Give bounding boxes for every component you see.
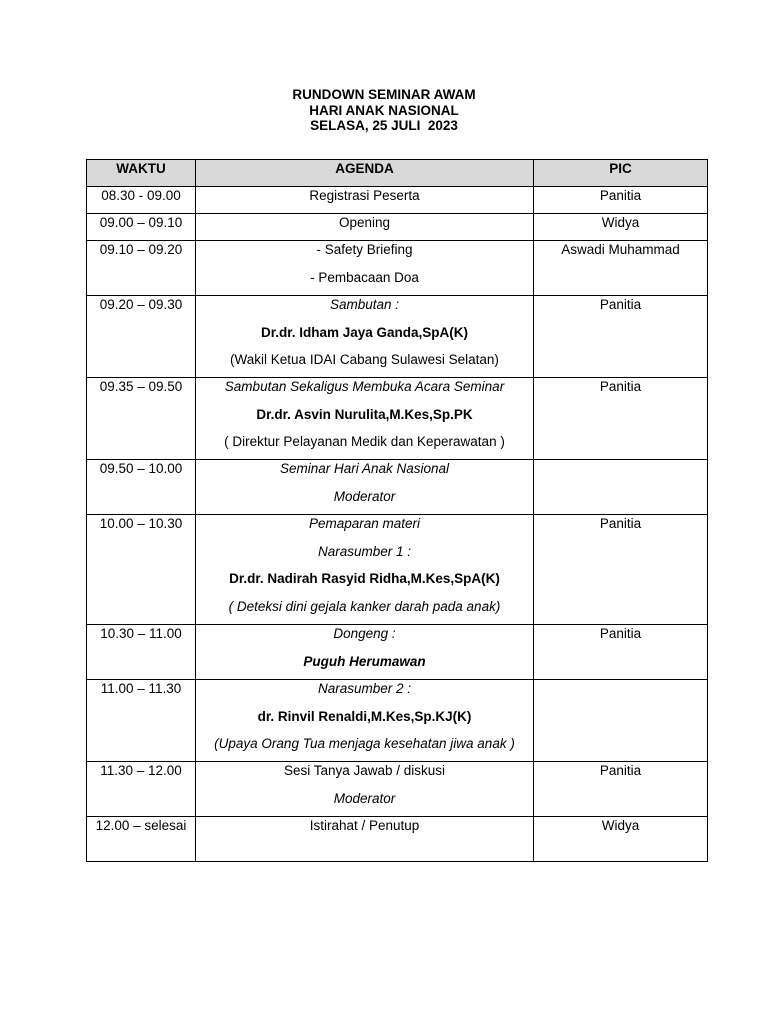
agenda-line: Istirahat / Penutup xyxy=(309,818,420,833)
table-row xyxy=(87,680,708,762)
pic-cell: Panitia xyxy=(534,296,708,378)
time-cell xyxy=(87,817,196,862)
speaker-name: Dr.dr. Idham Jaya Ganda,SpA(K) xyxy=(260,324,469,340)
agenda-line: Sambutan Sekaligus Membuka Acara Seminar xyxy=(224,379,505,394)
table-row xyxy=(87,214,708,241)
time-cell: 09.00 – 09.10 xyxy=(87,214,196,241)
agenda-line: Registrasi Peserta xyxy=(309,188,420,203)
table-row xyxy=(87,625,708,680)
pic-cell: Panitia xyxy=(534,187,708,214)
time-cell: 09.20 – 09.30 xyxy=(87,296,196,378)
heading-event: HARI ANAK NASIONAL xyxy=(309,102,459,118)
agenda-line: Seminar Hari Anak Nasional xyxy=(279,461,450,476)
agenda-line: Sambutan : xyxy=(329,297,400,312)
table-row xyxy=(87,187,708,214)
agenda-cell xyxy=(196,241,534,296)
heading-date: SELASA, 25 JULI 2023 xyxy=(310,118,458,133)
time-cell: 09.50 – 10.00 xyxy=(87,460,196,515)
agenda-line: Dongeng : xyxy=(333,626,396,641)
agenda-line: Narasumber 2 : xyxy=(317,681,412,696)
table-row xyxy=(87,296,708,378)
time-cell: 08.30 - 09.00 xyxy=(87,187,196,214)
time-cell: 09.35 – 09.50 xyxy=(87,378,196,460)
table-row xyxy=(87,378,708,460)
agenda-cell xyxy=(196,460,534,515)
table-row xyxy=(87,762,708,817)
pic-cell: Aswadi Muhammad xyxy=(534,241,708,296)
time-cell: 10.00 – 10.30 xyxy=(87,515,196,625)
time-cell: 09.10 – 09.20 xyxy=(87,241,196,296)
time-text: 12.00 – selesai xyxy=(95,818,187,833)
time-cell: 11.30 – 12.00 xyxy=(87,762,196,817)
speaker-role: ( Direktur Pelayanan Medik dan Keperawatan ) xyxy=(224,434,505,449)
header-pic: PIC xyxy=(534,160,708,187)
pic-cell: Panitia xyxy=(534,762,708,817)
speaker-name: Puguh Herumawan xyxy=(303,653,426,669)
table-row xyxy=(87,241,708,296)
agenda-line: - Pembacaan Doa xyxy=(310,269,419,285)
agenda-cell xyxy=(196,515,534,625)
pic-cell: Panitia xyxy=(534,378,708,460)
agenda-line: Sesi Tanya Jawab / diskusi xyxy=(283,763,446,778)
speaker-name: Dr.dr. Nadirah Rasyid Ridha,M.Kes,SpA(K) xyxy=(229,571,500,586)
talk-topic: ( Deteksi dini gejala kanker darah pada anak) xyxy=(228,598,501,614)
table-row xyxy=(87,817,708,862)
agenda-line: Pemaparan materi xyxy=(308,516,421,531)
header-waktu: WAKTU xyxy=(87,160,196,187)
pic-cell: Panitia xyxy=(534,625,708,680)
agenda-cell xyxy=(196,817,534,862)
agenda-cell xyxy=(196,214,534,241)
table-row xyxy=(87,460,708,515)
agenda-cell xyxy=(196,296,534,378)
pic-cell: Widya xyxy=(534,817,708,862)
pic-cell xyxy=(534,460,708,515)
table-header-row xyxy=(87,160,708,187)
agenda-cell xyxy=(196,187,534,214)
document-heading xyxy=(0,87,768,134)
pic-cell: Widya xyxy=(534,214,708,241)
pic-cell: Panitia xyxy=(534,515,708,625)
time-cell: 10.30 – 11.00 xyxy=(87,625,196,680)
agenda-line: Narasumber 1 : xyxy=(317,543,412,559)
rundown-table xyxy=(86,159,708,862)
agenda-cell xyxy=(196,680,534,762)
agenda-line: - Safety Briefing xyxy=(316,242,413,257)
agenda-line: Moderator xyxy=(333,790,396,806)
speaker-name: dr. Rinvil Renaldi,M.Kes,Sp.KJ(K) xyxy=(257,708,472,724)
agenda-cell xyxy=(196,378,534,460)
speaker-name: Dr.dr. Asvin Nurulita,M.Kes,Sp.PK xyxy=(256,406,473,422)
talk-topic: (Upaya Orang Tua menjaga kesehatan jiwa anak ) xyxy=(214,736,515,751)
time-cell: 11.00 – 11.30 xyxy=(87,680,196,762)
agenda-line: Opening xyxy=(338,215,391,230)
agenda-cell xyxy=(196,625,534,680)
speaker-role: (Wakil Ketua IDAI Cabang Sulawesi Selatan) xyxy=(230,352,499,367)
pic-cell xyxy=(534,680,708,762)
table-row xyxy=(87,515,708,625)
agenda-line: Moderator xyxy=(333,488,396,504)
agenda-cell xyxy=(196,762,534,817)
heading-title: RUNDOWN SEMINAR AWAM xyxy=(292,87,476,102)
header-agenda: AGENDA xyxy=(196,160,534,187)
